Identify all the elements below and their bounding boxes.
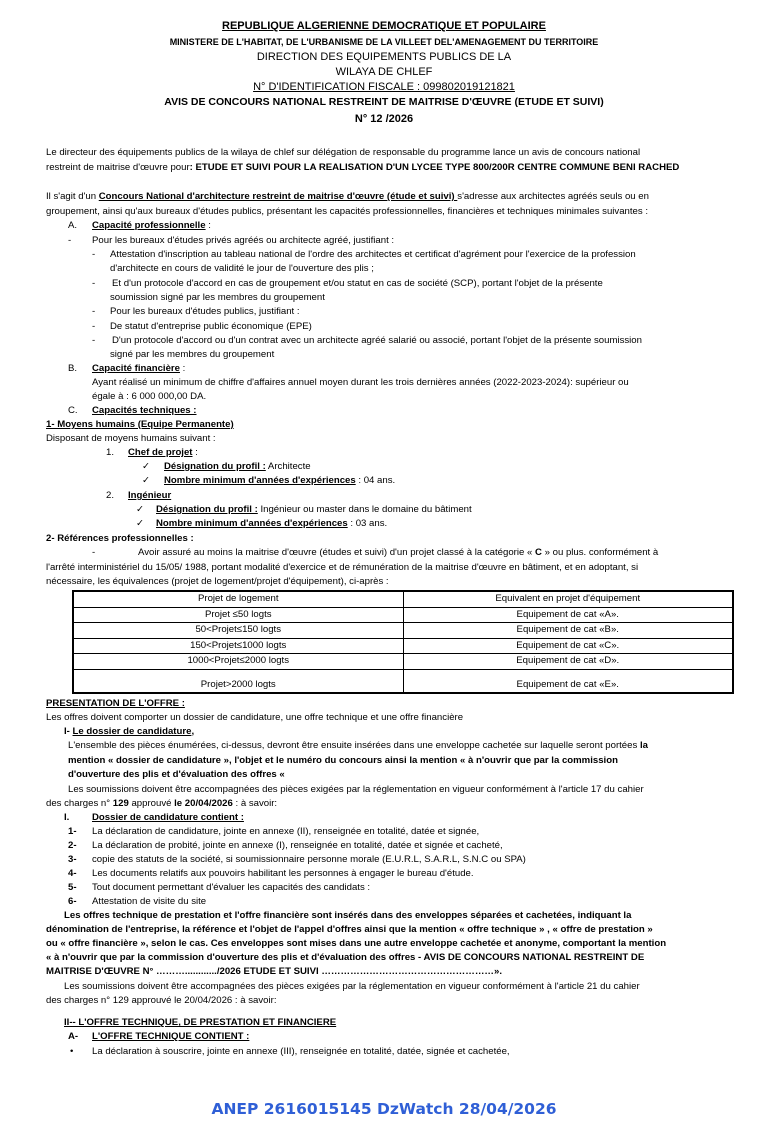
cap-b-line: Ayant réalisé un minimum de chiffre d'affaires annuel moyen durant les trois dernières années (2022-2023-2024): supérieur ou	[92, 377, 629, 388]
cap-a-line: De statut d'entreprise public économique (EPE)	[110, 321, 312, 332]
technical-a-marker: A-	[68, 1031, 79, 1042]
table-row	[73, 669, 733, 693]
role-1-experience	[164, 474, 395, 489]
cahier-text: : à savoir:	[232, 798, 278, 809]
dossier-title: Le dossier de candidature	[72, 726, 192, 737]
envelope-line: Les offres technique de prestation et l'offre financière sont insérés dans des enveloppes séparées et cachetées, indiquant la	[64, 910, 632, 921]
notice-title: AVIS DE CONCOURS NATIONAL RESTREINT DE MAITRISE D'ŒUVRE (ETUDE ET SUIVI)	[164, 96, 604, 108]
intro-concours: Concours National d'architecture restreint de maitrise d'œuvre (étude et suivi)	[98, 191, 458, 202]
role-2-profile	[156, 503, 472, 518]
item-number: 3-	[68, 854, 77, 865]
dossier-line: Les soumissions doivent être accompagnées des pièces exigées par la réglementation en vigueur conformément à l'article 17 du cahier	[68, 784, 644, 795]
dash: -	[92, 547, 96, 558]
check-icon: ✓	[142, 461, 151, 472]
role-1-profile	[164, 460, 311, 475]
human-intro: Disposant de moyens humains suivant :	[46, 433, 216, 444]
dossier-colon: ,	[191, 726, 195, 737]
envelope-line: dénomination de l'entreprise, la référence et l'objet de l'appel d'offres ainsi que la mention « offre technique » , « offre de prestation »	[46, 924, 653, 935]
dash: -	[92, 321, 96, 332]
cap-a-heading	[92, 219, 211, 234]
refs-text: » ou plus. conformément à	[541, 547, 659, 558]
dash: -	[92, 278, 96, 289]
notice-number: N° 12 /2026	[354, 113, 414, 125]
submission-line: des charges n° 129 approuvé le 20/04/2026 : à savoir:	[46, 995, 277, 1006]
role-2-marker: 2.	[106, 490, 115, 501]
table-row	[73, 623, 733, 639]
role-1-colon: :	[192, 447, 198, 458]
refs-line-1	[138, 546, 658, 561]
table-cell: Projet>2000 logts	[73, 669, 403, 693]
cap-a-line: Pour les bureaux d'études publics, justifiant :	[110, 306, 300, 317]
table-cell: 150<Projet≤1000 logts	[73, 638, 403, 654]
header-republic: REPUBLIQUE ALGERIENNE DEMOCRATIQUE ET POPULAIRE	[222, 20, 546, 32]
cahier-label: des charges n°	[46, 798, 113, 809]
intro-line-1: Le directeur des équipements publics de la wilaya de chlef sur délégation de responsable du programme lance un avis de concours national	[46, 147, 641, 158]
cap-b-line: égale à : 6 000 000,00 DA.	[92, 391, 207, 402]
experience-value: : 03 ans.	[347, 518, 388, 529]
check-icon: ✓	[142, 475, 151, 486]
envelope-line: « à n'ouvrir que par la commission d'ouverture des plis et d'évaluation des offres - AVIS DE CONCOURS NATIONAL RESTREINT DE	[46, 952, 645, 963]
item-number: 6-	[68, 896, 77, 907]
envelope-line: MAITRISE D'ŒUVRE N° ………............/2026 ETUDE ET SUIVI ………………………………………………».	[46, 966, 503, 977]
item-number: 5-	[68, 882, 77, 893]
dossier-line: mention « dossier de candidature », l'objet et le numéro du concours ainsi la mention « à n'ouvrir que par la commission	[68, 755, 618, 766]
cap-a-line: Pour les bureaux d'études privés agréés ou architecte agréé, justifiant :	[92, 235, 395, 246]
item-number: 4-	[68, 868, 77, 879]
cap-a-line: soumission signé par les membres du groupement	[110, 292, 325, 303]
refs-line-3: nécessaire, les équivalences (projet de logement/projet d'équipement), ci-après :	[46, 576, 389, 587]
refs-line-2: l'arrêté interministériel du 15/05/ 1988, portant modalité d'exercice et de rémunération de la maitrise d'œuvre en bâtiment, et en adoptant, si	[46, 562, 639, 573]
table-cell: Equipement de cat «B».	[403, 623, 733, 639]
experience-label: Nombre minimum d'années d'expériences	[164, 475, 356, 486]
table-header-cell: Projet de logement	[73, 591, 403, 607]
cap-c-title: Capacités techniques :	[92, 405, 197, 416]
footer-reference: ANEP 2616015145 DzWatch 28/04/2026	[211, 1100, 557, 1118]
table-cell: 1000<Projet≤2000 logts	[73, 654, 403, 670]
technical-a-title: L'OFFRE TECHNIQUE CONTIENT :	[92, 1031, 250, 1042]
cap-a-line: D'un protocole d'accord ou d'un contrat avec un architecte agréé salarié ou associé, portant l'objet de la présente soumission	[112, 335, 642, 346]
dossier-line	[46, 797, 277, 812]
cap-a-marker: A.	[68, 220, 78, 231]
header-direction: DIRECTION DES EQUIPEMENTS PUBLICS DE LA	[256, 51, 512, 63]
dossier-text-bold: la	[639, 740, 648, 751]
item-text: Attestation de visite du site	[92, 896, 207, 907]
table-header-row	[73, 591, 733, 607]
cahier-text: approuvé	[128, 798, 175, 809]
profile-value: Architecte	[265, 461, 311, 472]
header-ministry: MINISTERE DE L'HABITAT, DE L'URBANISME DE LA VILLEET DEL'AMENAGEMENT DU TERRITOIRE	[169, 37, 599, 47]
table-header-cell: Equivalent en projet d'équipement	[403, 591, 733, 607]
item-text: La déclaration de probité, jointe en annexe (I), renseignée en totalité, datée et signée et cacheté,	[92, 840, 503, 851]
item-number: 1-	[68, 826, 77, 837]
offer-title: PRESENTATION DE L'OFFRE :	[46, 698, 185, 709]
item-text: Les documents relatifs aux pouvoirs habilitant les personnes à engager le bureau d'étude.	[92, 868, 474, 879]
item-text: Tout document permettant d'évaluer les capacités des candidats :	[92, 882, 371, 893]
dossier-line: d'ouverture des plis et d'évaluation des offres «	[68, 769, 285, 780]
technical-offer-title: II-- L'OFFRE TECHNIQUE, DE PRESTATION ET FINANCIERE	[64, 1017, 337, 1028]
bullet-icon: •	[70, 1046, 74, 1057]
role-2-title: Ingénieur	[128, 490, 172, 501]
dash: -	[68, 235, 72, 246]
cap-b-marker: B.	[68, 363, 78, 374]
dossier-line	[68, 739, 648, 754]
intro-line-4: groupement, ainsi qu'aux bureaux d'études publics, présentant les capacités professionnelles, financières et techniques minimales suivantes :	[46, 206, 649, 217]
header-wilaya: WILAYA DE CHLEF	[335, 66, 433, 78]
contents-title: Dossier de candidature contient :	[92, 812, 244, 823]
experience-value: : 04 ans.	[355, 475, 396, 486]
check-icon: ✓	[136, 504, 145, 515]
header-nif: N° D'IDENTIFICATION FISCALE : 099802019121821	[253, 81, 515, 93]
refs-text: Avoir assuré au moins la maitrise d'œuvre (études et suivi) d'un projet classé à la catégorie «	[138, 547, 536, 558]
dossier-marker: I-	[64, 726, 73, 737]
profile-label: Désignation du profil :	[164, 461, 266, 472]
experience-label: Nombre minimum d'années d'expériences	[156, 518, 348, 529]
intro-object: : ETUDE ET SUIVI POUR LA REALISATION D'UN LYCEE TYPE 800/200R CENTRE COMMUNE BENI RACHED	[189, 162, 680, 173]
check-icon: ✓	[136, 518, 145, 529]
table-cell: Equipement de cat «D».	[403, 654, 733, 670]
cap-a-line: Et d'un protocole d'accord en cas de groupement et/ou statut en cas de société (SCP), portant l'objet de la présente	[112, 278, 603, 289]
table-row	[73, 654, 733, 670]
table-cell: 50<Projet≤150 logts	[73, 623, 403, 639]
equivalence-table	[72, 590, 734, 694]
item-text: copie des statuts de la société, si soumissionnaire personne morale (E.U.R.L, S.A.R.L, S.N.C ou SPA)	[92, 854, 526, 865]
profile-value: Ingénieur ou master dans le domaine du bâtiment	[257, 504, 472, 515]
intro-text: restreint de maitrise d'œuvre pour	[46, 162, 190, 173]
envelope-line: ou « offre financière », selon le cas. Ces enveloppes sont mises dans une autre enveloppe cachetée et anonyme, comportant la mention	[46, 938, 667, 949]
item-text: La déclaration de candidature, jointe en annexe (II), renseignée en totalité, datée et signée,	[92, 826, 480, 837]
cap-a-line: Attestation d'inscription au tableau national de l'ordre des architectes et certificat d'agrément pour l'exercice de la profession	[110, 249, 636, 260]
cap-a-line: signé par les membres du groupement	[110, 349, 275, 360]
item-number: 2-	[68, 840, 77, 851]
intro-text: s'adresse aux architectes agréés seuls ou en	[457, 191, 649, 202]
dossier-heading	[64, 725, 194, 740]
intro-text: Il s'agit d'un	[46, 191, 99, 202]
role-1-marker: 1.	[106, 447, 115, 458]
table-row	[73, 607, 733, 623]
table-cell: Equipement de cat «C».	[403, 638, 733, 654]
contents-marker: I.	[64, 812, 70, 823]
profile-label: Désignation du profil :	[156, 504, 258, 515]
refs-category: C	[535, 547, 542, 558]
cap-b-colon: :	[179, 363, 186, 374]
cap-a-line: d'architecte en cours de validité le jour de l'ouverture des plis ;	[110, 263, 374, 274]
cap-b-heading	[92, 362, 185, 377]
dossier-text: L'ensemble des pièces énumérées, ci-dessus, devront être ensuite insérées dans une enveloppe cachetée sur laquelle seront portées	[68, 740, 640, 751]
intro-line-2	[46, 161, 679, 176]
refs-title: 2- Références professionnelles :	[46, 533, 194, 544]
dash: -	[92, 306, 96, 317]
cahier-number: 129	[112, 798, 129, 809]
cap-a-colon: :	[205, 220, 211, 231]
offer-intro: Les offres doivent comporter un dossier de candidature, une offre technique et une offre financière	[46, 712, 464, 723]
human-title: 1- Moyens humains (Equipe Permanente)	[46, 419, 234, 430]
role-1-heading	[128, 446, 198, 461]
cap-b-title: Capacité financière	[92, 363, 180, 374]
table-row	[73, 638, 733, 654]
table-cell: Equipement de cat «E».	[403, 669, 733, 693]
cap-a-title: Capacité professionnelle	[92, 220, 206, 231]
dash: -	[92, 249, 96, 260]
table-cell: Equipement de cat «A».	[403, 607, 733, 623]
cap-c-marker: C.	[68, 405, 78, 416]
technical-a-item: La déclaration à souscrire, jointe en annexe (III), renseignée en totalité, datée, signée et cachetée,	[92, 1046, 510, 1057]
submission-line: Les soumissions doivent être accompagnées des pièces exigées par la réglementation en vigueur conformément à l'article 21 du cahier	[64, 981, 640, 992]
dash: -	[92, 335, 96, 346]
table-cell: Projet ≤50 logts	[73, 607, 403, 623]
role-2-experience	[156, 517, 387, 532]
intro-line-3	[46, 190, 649, 205]
role-1-title: Chef de projet	[128, 447, 193, 458]
cahier-date: le 20/04/2026	[174, 798, 233, 809]
